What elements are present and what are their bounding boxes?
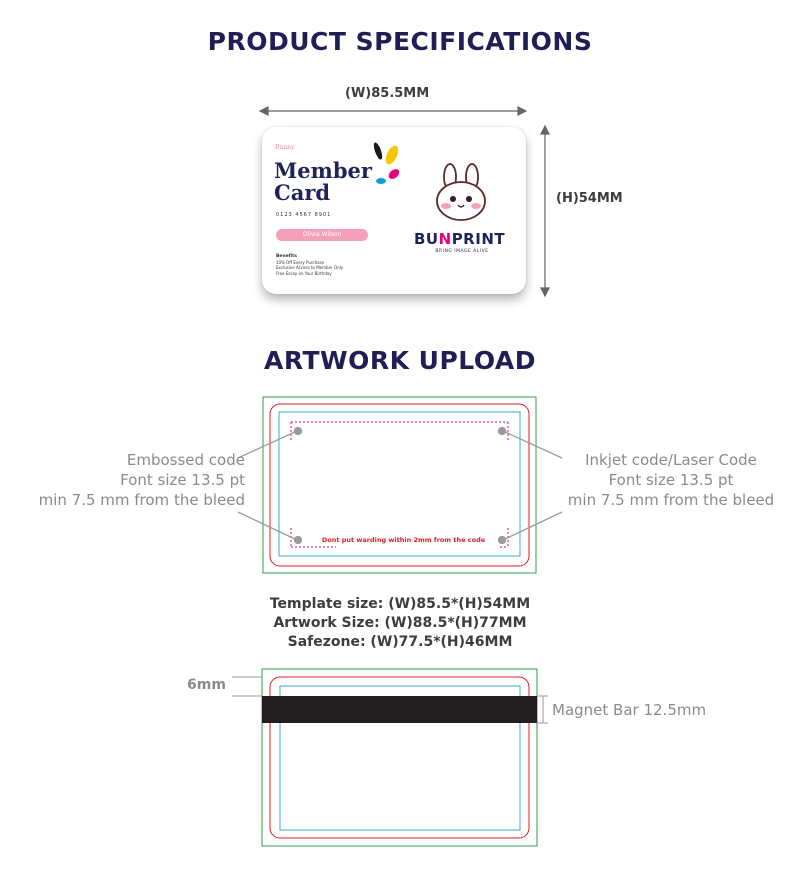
wording-warning-note: Dont put warding within 2mm from the code <box>321 536 486 544</box>
height-dimension-label: (H)54MM <box>556 191 623 206</box>
card-benefit-1: 10% Off Every Purchase <box>276 259 325 265</box>
card-benefit-3: Free Essay on Your Birthday <box>276 270 332 276</box>
card-benefits-heading: Benefits <box>276 254 297 259</box>
template-size-spec: Template size: (W)85.5*(H)54MM <box>269 596 531 612</box>
logo-n-mark: N <box>438 230 452 248</box>
embossed-code-line2: Font size 13.5 pt <box>120 471 245 489</box>
safezone-spec: Safezone: (W)77.5*(H)46MM <box>287 634 513 650</box>
product-specifications-title: PRODUCT SPECIFICATIONS <box>207 27 593 56</box>
card-brand-small: Bunny <box>275 144 295 151</box>
card-phone: 0123 4567 8901 <box>276 212 332 218</box>
card-title-line1: Member <box>274 158 372 183</box>
inkjet-code-line1: Inkjet code/Laser Code <box>585 451 757 469</box>
card-title-line2: Card <box>274 180 331 205</box>
inkjet-code-line2: Font size 13.5 pt <box>608 471 734 489</box>
magnet-bar <box>262 696 537 723</box>
magnet-bleed-line <box>262 669 537 846</box>
card-name-pill: Olivia Wilson <box>276 229 368 241</box>
embossed-code-line3: min 7.5 mm from the bleed <box>38 491 245 509</box>
card-benefit-2: Exclusive Access to Member Only <box>276 265 344 270</box>
embossed-code-line1: Embossed code <box>126 451 245 469</box>
magnet-bar-label: Magnet Bar 12.5mm <box>552 701 707 719</box>
width-dimension-label: (W)85.5MM <box>345 86 430 101</box>
artwork-size-spec: Artwork Size: (W)88.5*(H)77MM <box>273 615 527 631</box>
logo-suffix: PRINT <box>451 230 506 248</box>
inkjet-code-line3: min 7.5 mm from the bleed <box>567 491 775 509</box>
logo-prefix: BU <box>414 230 439 248</box>
artwork-upload-title: ARTWORK UPLOAD <box>263 346 537 375</box>
logo-tagline: BRING IMAGE ALIVE <box>435 249 489 254</box>
magnet-offset-label: 6mm <box>187 677 226 693</box>
